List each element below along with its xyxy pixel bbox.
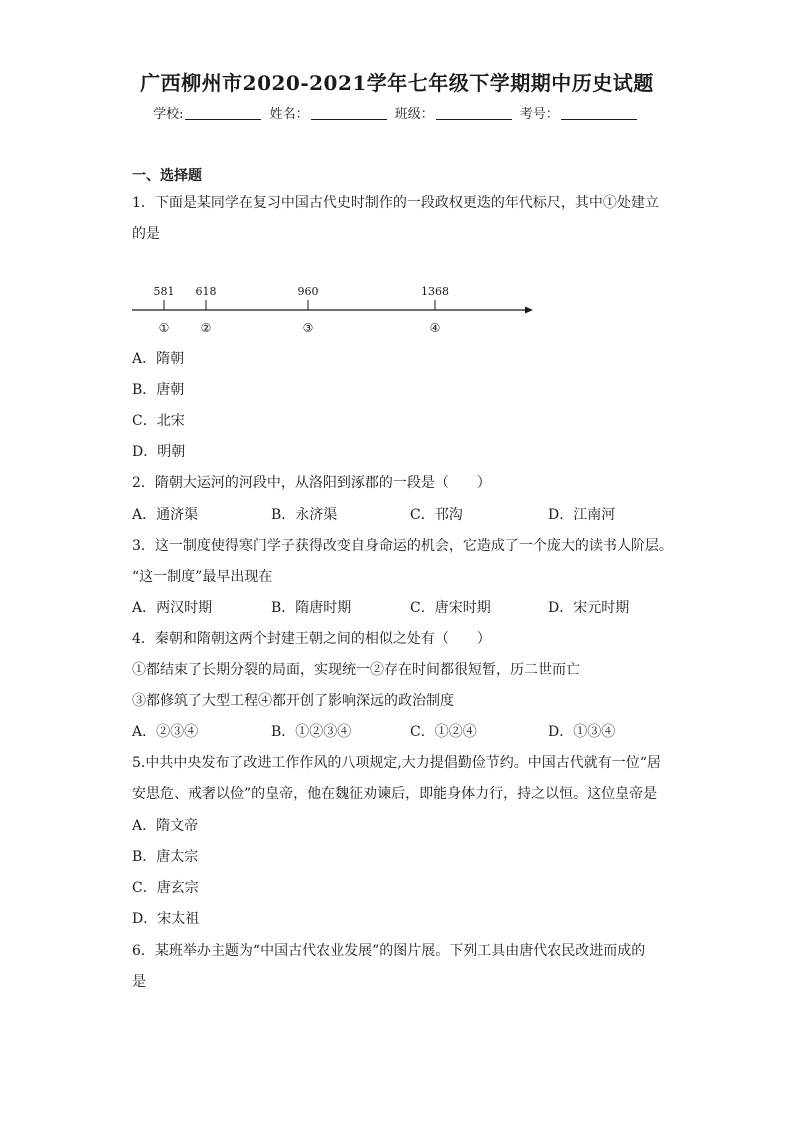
q3-option-a[interactable]: A．两汉时期 (132, 600, 213, 616)
q4-option-a[interactable]: A．②③④ (132, 724, 199, 740)
q2-option-d[interactable]: D．江南河 (548, 507, 616, 523)
q4-stem: 4．秦朝和隋朝这两个封建王朝之间的相似之处有（ ） (132, 631, 491, 647)
timeline-svg (132, 280, 542, 340)
timeline-year-label: 1368 (421, 285, 449, 298)
q3-option-d[interactable]: D．宋元时期 (548, 600, 630, 616)
q2-option-a[interactable]: A．通济渠 (132, 507, 199, 523)
q5-option-a[interactable]: A．隋文帝 (132, 818, 199, 834)
q1-stem-line1: 1．下面是某同学在复习中国古代史时制作的一段政权更迭的年代标尺，其中①处建立 (132, 195, 659, 211)
section-heading: 一、选择题 (132, 168, 202, 184)
q4-option-b[interactable]: B．①②③④ (271, 724, 352, 740)
q4-statement-line2: ③都修筑了大型工程④都开创了影响深远的政治制度 (132, 693, 454, 709)
q5-option-c[interactable]: C．唐玄宗 (132, 880, 199, 896)
timeline-year-label: 618 (195, 285, 217, 298)
class-blank[interactable] (436, 107, 512, 120)
q5-stem-line1: 5.中共中央发布了改进工作作风的八项规定,大力提倡勤俭节约。中国古代就有一位“居 (132, 755, 661, 771)
q5-option-b[interactable]: B．唐太宗 (132, 849, 199, 865)
q2-option-c[interactable]: C．邗沟 (410, 507, 463, 523)
q3-option-c[interactable]: C．唐宋时期 (410, 600, 491, 616)
q3-stem-line2: “这一制度”最早出现在 (132, 569, 273, 585)
q2-stem: 2．隋朝大运河的河段中，从洛阳到涿郡的一段是（ ） (132, 475, 491, 491)
timeline-marker-label: ③ (302, 321, 314, 335)
q1-stem-line2: 的是 (132, 226, 160, 242)
q1-option-c[interactable]: C．北宋 (132, 413, 185, 429)
q6-stem-line2: 是 (132, 974, 146, 990)
q1-timeline (132, 280, 542, 340)
exam-number-label: 考号： (519, 107, 559, 122)
q4-statement-line1: ①都结束了长期分裂的局面，实现统一②存在时间都很短暂，历二世而亡 (132, 662, 580, 678)
name-blank[interactable] (311, 107, 387, 120)
timeline-arrow-icon (525, 307, 533, 314)
q5-stem-line2: 安思危、戒奢以俭”的皇帝，他在魏征劝谏后，即能身体力行，持之以恒。这位皇帝是 (132, 786, 658, 802)
student-info-row (0, 103, 794, 122)
class-label: 班级： (394, 107, 434, 122)
q4-option-d[interactable]: D．①③④ (548, 724, 616, 740)
timeline-marker-label: ② (200, 321, 212, 335)
q1-option-d[interactable]: D．明朝 (132, 444, 186, 460)
name-label: 姓名： (269, 107, 309, 122)
school-label: 学校: (153, 107, 184, 122)
q3-stem-line1: 3．这一制度使得寒门学子获得改变自身命运的机会，它造成了一个庞大的读书人阶层。 (132, 538, 673, 554)
q2-option-b[interactable]: B．永济渠 (271, 507, 338, 523)
exam-number-blank[interactable] (561, 107, 637, 120)
q1-option-b[interactable]: B．唐朝 (132, 382, 185, 398)
timeline-year-label: 960 (297, 285, 319, 298)
page-title: 广西柳州市2020-2021学年七年级下学期期中历史试题 (140, 71, 654, 95)
timeline-year-label: 581 (153, 285, 175, 298)
timeline-marker-label: ① (158, 321, 170, 335)
q1-option-a[interactable]: A．隋朝 (132, 351, 185, 367)
q4-option-c[interactable]: C．①②④ (410, 724, 477, 740)
school-blank[interactable] (185, 107, 261, 120)
q3-option-b[interactable]: B．隋唐时期 (271, 600, 352, 616)
q5-option-d[interactable]: D．宋太祖 (132, 911, 200, 927)
q6-stem-line1: 6．某班举办主题为“中国古代农业发展”的图片展。下列工具由唐代农民改进而成的 (132, 943, 646, 959)
timeline-marker-label: ④ (429, 321, 441, 335)
